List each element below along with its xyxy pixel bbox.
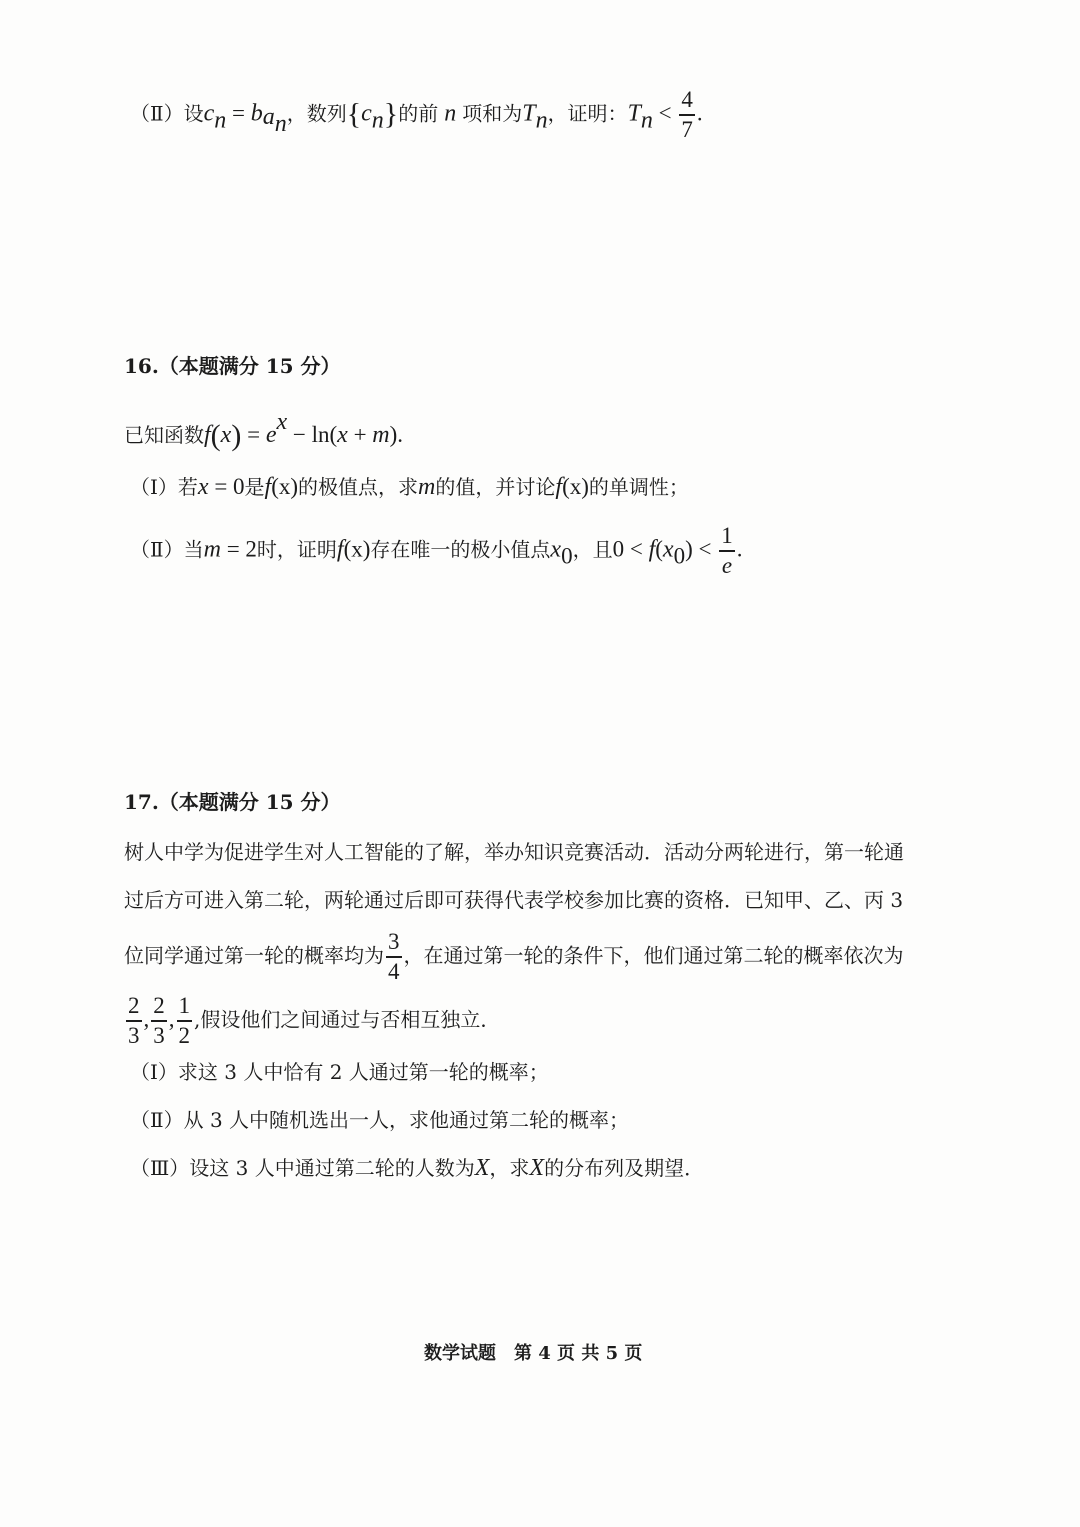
fraction-2-3: $\frac{2}{3}$ — [153, 993, 165, 1048]
q15-part2-line: （Ⅱ）设$c_n = b_{a_n}$，数列$\{c_n\}$的前 n 项和为$T_n$，证明：$T_n$ < $\frac{4}{7}$ . — [130, 87, 703, 142]
fraction-1-e: $\frac{1}{e}$ — [721, 523, 733, 578]
q17-line3: 位同学通过第一轮的概率均为 $\frac{3}{4}$ ，在通过第一轮的条件下，他们通过第二轮的概率依次为 — [124, 929, 904, 984]
fraction-1-2: $\frac{1}{2}$ — [178, 993, 190, 1048]
q17-line2: 过后方可进入第二轮，两轮通过后即可获得代表学校参加比赛的资格．已知甲、乙、丙 3 — [124, 888, 904, 912]
q17-part2: （Ⅱ）从 3 人中随机选出一人，求他通过第二轮的概率； — [130, 1108, 630, 1132]
q17-part3: （Ⅲ）设这 3 人中通过第二轮的人数为X，求X的分布列及期望． — [130, 1155, 705, 1181]
fraction-4-7: $\frac{4}{7}$ — [681, 87, 693, 142]
fraction-2-3: $\frac{2}{3}$ — [128, 993, 140, 1048]
q17-line1: 树人中学为促进学生对人工智能的了解，举办知识竞赛活动．活动分两轮进行，第一轮通 — [124, 840, 904, 864]
q16-part1: （Ⅰ）若x = 0是f(x)的极值点，求m的值，并讨论f(x)的单调性； — [130, 474, 689, 500]
q16-part2: （Ⅱ）当m = 2时，证明f(x)存在唯一的极小值点$x_0$，且$0 < f(x_0)$ < $\frac{1}{e}$ . — [130, 523, 743, 578]
page-footer: 数学试题 第 4 页 共 5 页 — [424, 1343, 643, 1364]
q17-part1: （Ⅰ）求这 3 人中恰有 2 人通过第一轮的概率； — [130, 1060, 549, 1084]
fraction-3-4: $\frac{3}{4}$ — [388, 929, 400, 984]
q17-header: 17.（本题满分 15 分） — [124, 790, 341, 814]
q16-header: 16.（本题满分 15 分） — [124, 354, 341, 378]
q16-stem: 已知函数$f(x) = e^x - \ln(x + m)$. — [124, 409, 404, 453]
q17-line4: $\frac{2}{3}$ , $\frac{2}{3}$ , $\frac{1}{2}$ ,假设他们之间通过与否相互独立． — [128, 993, 501, 1048]
